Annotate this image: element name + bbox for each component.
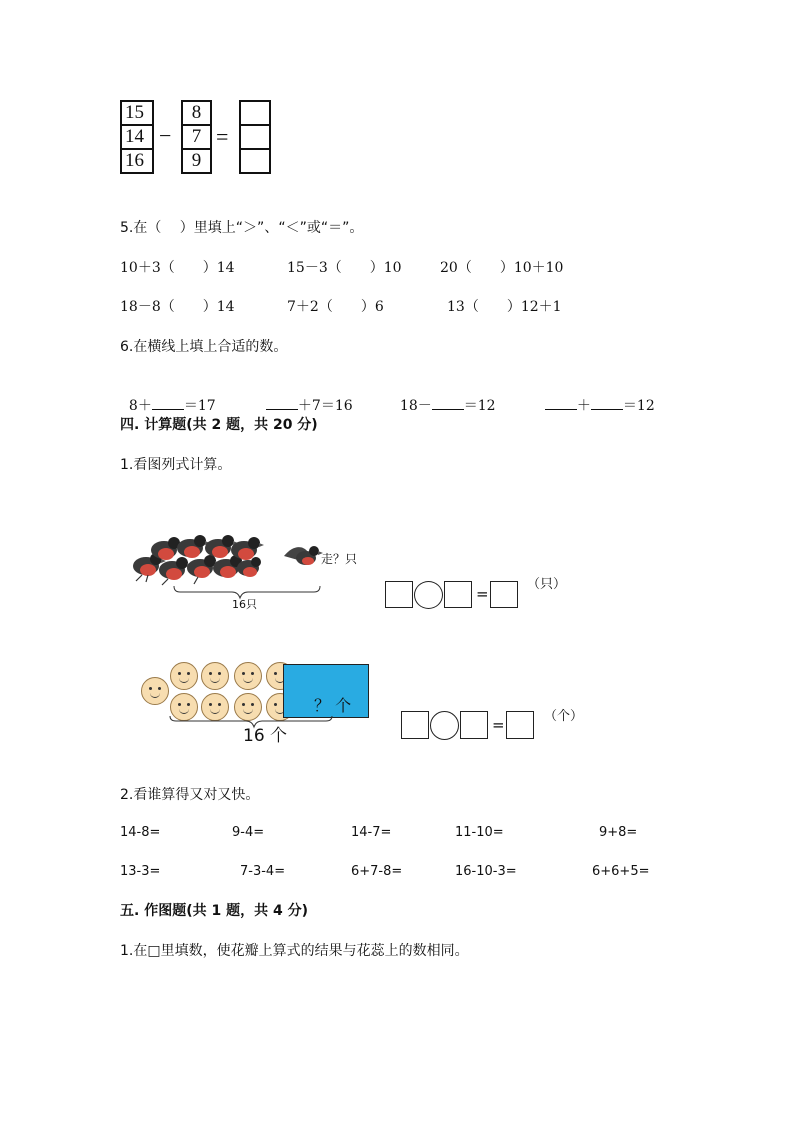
q6-item[interactable] <box>536 377 655 415</box>
q6-after: ＝17 <box>183 398 216 414</box>
q6-title: 6.在横线上填上合适的数。 <box>120 339 288 355</box>
calc-item[interactable]: 13-3= <box>120 864 161 879</box>
answer-box[interactable] <box>241 150 269 174</box>
q5-item[interactable]: 10＋3（ ）14 <box>120 260 235 276</box>
calc-item[interactable]: 6+6+5= <box>592 864 650 879</box>
right-number: 8 <box>183 102 210 126</box>
s4-q1-title: 1.看图列式计算。 <box>120 457 232 473</box>
smiley-face <box>141 677 169 705</box>
answer-box[interactable] <box>241 102 269 126</box>
left-number: 16 <box>125 150 144 171</box>
s4-q2-title: 2.看谁算得又对又快。 <box>120 787 260 803</box>
answer-box[interactable] <box>506 711 534 739</box>
answer-box[interactable] <box>241 126 269 150</box>
fill-blank[interactable] <box>591 395 623 410</box>
right-number: 7 <box>183 126 210 150</box>
q6-before: 8＋ <box>128 398 152 414</box>
birds-total-label: 16只 <box>232 598 257 611</box>
fill-blank[interactable] <box>432 395 464 410</box>
right-number-column <box>181 100 212 174</box>
q6-mid: ＋ <box>576 398 591 414</box>
q6-item[interactable] <box>257 377 353 415</box>
equals-sign: = <box>476 585 489 603</box>
faces-total-label: 16 个 <box>243 726 288 746</box>
smiley-face <box>170 662 198 690</box>
calc-item[interactable]: 11-10= <box>455 825 504 840</box>
calc-item[interactable]: 14-7= <box>351 825 392 840</box>
s5-q1-title: 1.在□里填数，使花瓣上算式的结果与花蕊上的数相同。 <box>120 943 469 959</box>
left-number: 15 <box>122 102 152 126</box>
answer-box[interactable] <box>385 581 413 608</box>
calc-item[interactable]: 16-10-3= <box>455 864 517 879</box>
q5-title: 5.在（ ）里填上“＞”、“＜”或“＝”。 <box>120 220 364 236</box>
unit-label: （个） <box>544 709 584 724</box>
equals-sign: = <box>216 124 229 149</box>
q6-before: 18－ <box>399 398 432 414</box>
fill-blank[interactable] <box>545 395 577 410</box>
smiley-face <box>234 662 262 690</box>
section5-title: 五. 作图题(共 1 题，共 4 分) <box>120 903 308 919</box>
fill-blank[interactable] <box>266 395 298 410</box>
q6-item[interactable] <box>391 377 496 415</box>
left-number: 14 <box>122 126 152 150</box>
q5-item[interactable]: 18－8（ ）14 <box>120 299 235 315</box>
fill-blank[interactable] <box>152 395 184 410</box>
equals-sign: = <box>492 716 505 734</box>
hidden-faces-label: ？ 个 <box>314 696 352 715</box>
operator-circle[interactable] <box>430 711 459 740</box>
right-number: 9 <box>191 150 202 171</box>
bird-icon <box>133 535 323 585</box>
unit-label: （只） <box>527 577 567 592</box>
section4-title: 四. 计算题(共 2 题，共 20 分) <box>120 417 318 433</box>
q6-item[interactable] <box>120 377 216 415</box>
birds-away-label: 走？只 <box>321 552 358 566</box>
q6-after: ＝12 <box>463 398 496 414</box>
answer-box[interactable] <box>490 581 518 608</box>
answer-box[interactable] <box>444 581 472 608</box>
q6-after: ＝12 <box>622 398 655 414</box>
calc-item[interactable]: 14-8= <box>120 825 161 840</box>
calc-item[interactable]: 6+7-8= <box>351 864 403 879</box>
q5-item[interactable]: 20（ ）10＋10 <box>440 260 564 276</box>
answer-box[interactable] <box>460 711 488 739</box>
minus-sign: − <box>159 123 172 148</box>
calc-item[interactable]: 7-3-4= <box>240 864 286 879</box>
q5-item[interactable]: 7＋2（ ）6 <box>287 299 384 315</box>
operator-circle[interactable] <box>414 581 443 609</box>
smiley-face <box>201 662 229 690</box>
left-number-column <box>120 100 154 174</box>
answer-box[interactable] <box>401 711 429 739</box>
calc-item[interactable]: 9-4= <box>232 825 265 840</box>
q5-item[interactable]: 13（ ）12＋1 <box>447 299 562 315</box>
calc-item[interactable]: 9+8= <box>599 825 638 840</box>
q5-item[interactable]: 15－3（ ）10 <box>287 260 402 276</box>
answer-column[interactable] <box>239 100 271 174</box>
q6-after: ＋7＝16 <box>297 398 353 414</box>
